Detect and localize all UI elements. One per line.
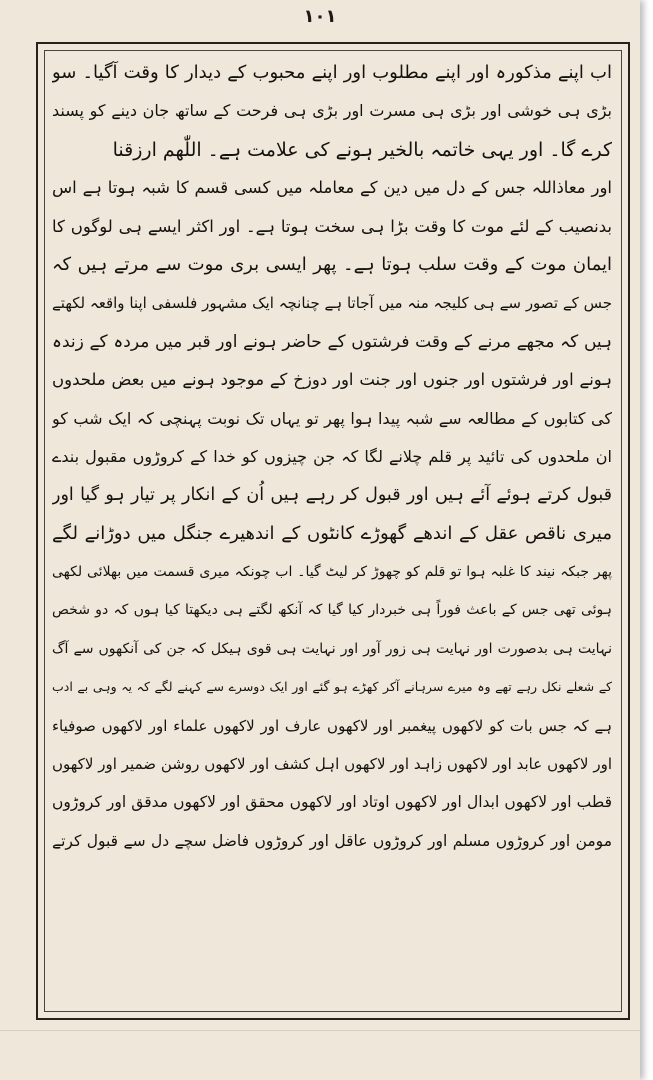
text-line: کی کتابوں کے مطالعہ سے شبہ پیدا ہوا پھر تو یہاں تک نوبت پہنچی کہ ایک شب کو (52, 408, 612, 428)
text-line: ایمان موت کے وقت سلب ہوتا ہے۔ پھر ایسی بری موت سے مرتے ہیں کہ (52, 253, 612, 275)
text-line: کے شعلے نکل رہے تھے وہ میرے سرہانے آکر کھڑے ہو گئے اور ایک دوسرے سے کہنے لگے کہ یہ وہی بے ادب (52, 679, 612, 695)
page-number: ۱۰۱ (303, 6, 337, 27)
text-line: ہوئی تھی جس کے باعث فوراً ہی خبردار کیا گیا کہ آنکھ لگتے ہی دیکھتا کیا ہوں کہ دو شخص (52, 602, 612, 619)
text-line: ہے کہ جس بات کو لاکھوں پیغمبر اور لاکھوں عارف اور لاکھوں علماء اور لاکھوں صوفیاء (52, 716, 612, 735)
text-line: قطب اور لاکھوں ابدال اور لاکھوں اوتاد اور لاکھوں محقق اور لاکھوں مدقق اور کروڑوں (52, 793, 612, 812)
text-line: جس کے تصور سے ہی کلیجہ منہ میں آجاتا ہے چنانچہ ایک مشہور فلسفی اپنا واقعہ لکھتے (52, 294, 612, 313)
text-line: ان ملحدوں کی تائید پر قلم چلانے لگا کہ جن چیزوں کو خدا کے کروڑوں مقبول بندے (52, 446, 612, 466)
text-line: نہایت ہی بدصورت اور نہایت ہی زور آور اور نہایت ہی قوی ہیکل کہ جن کی آنکھوں سے آگ (52, 640, 612, 657)
text-line: قبول کرتے ہوئے آئے ہیں اور قبول کر رہے ہیں اُن کے انکار پر تیار ہو گیا اور (52, 485, 612, 506)
text-line: بدنصیب کے لئے موت کا وقت بڑا ہی سخت ہوتا ہے۔ اور اکثر ایسے ہی لوگوں کا (52, 216, 612, 236)
text-line: ہونے اور فرشتوں اور جنوں اور جنت اور دوزخ کے موجود ہونے میں بعض ملحدوں (52, 370, 612, 390)
text-line: ہیں کہ مجھے مرنے کے وقت فرشتوں کے حاضر ہونے اور قبر میں مردہ کے زندہ (52, 331, 612, 352)
text-line: پھر جبکہ نیند کا غلبہ ہوا تو قلم کو چھوڑ کر لیٹ گیا۔ اب چونکہ میری قسمت میں بھلائی لکھی (52, 564, 612, 581)
text-line: اب اپنے مذکورہ اور اپنے مطلوب اور اپنے محبوب کے دیدار کا وقت آگیا۔ سو (52, 62, 612, 83)
text-line: اور لاکھوں عابد اور لاکھوں زاہد اور لاکھوں اہل کشف اور لاکھوں روشن ضمیر اور لاکھوں (52, 755, 612, 774)
text-line: بڑی ہی خوشی اور بڑی ہی مسرت اور بڑی ہی فرحت کے ساتھ جان دینے کو پسند (52, 101, 612, 121)
page-bottom-edge (0, 1030, 640, 1031)
text-line: مومن اور کروڑوں مسلم اور کروڑوں عاقل اور کروڑوں فاضل سچے دل سے قبول کرتے (52, 831, 612, 850)
text-line: کرے گا۔ اور یہی خاتمہ بالخیر ہونے کی علامت ہے۔ اللّٰھم ارزقنا (112, 138, 612, 161)
text-line: اور معاذاللہ جس کے دل میں دین کے معاملہ میں کسی قسم کا شبہ ہوتا ہے اس (52, 178, 612, 198)
body-text (52, 54, 612, 1014)
text-line: میری ناقص عقل کے اندھے گھوڑے کانٹوں کے اندھیرے جنگل میں دوڑانے لگے (52, 522, 612, 544)
